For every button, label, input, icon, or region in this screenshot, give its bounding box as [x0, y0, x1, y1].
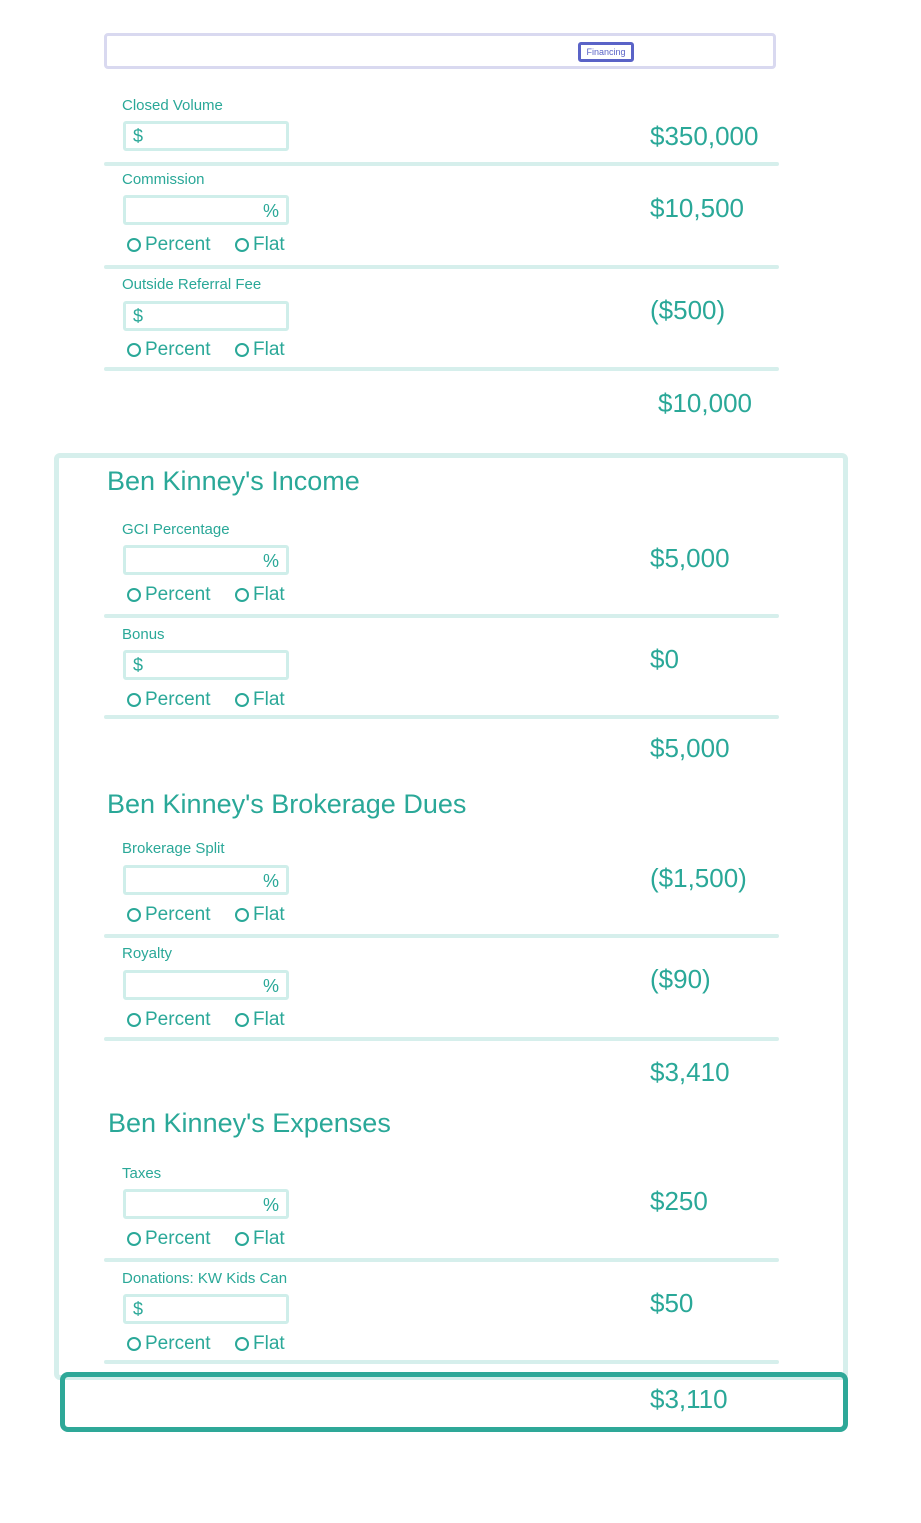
referral-amount: ($500) [650, 295, 726, 325]
split-percent-radio[interactable] [127, 904, 210, 926]
radio-label: Flat [253, 584, 285, 605]
divider [104, 934, 779, 938]
radio-circle-icon [235, 238, 249, 252]
radio-label: Flat [253, 689, 285, 710]
radio-circle-icon [127, 343, 141, 357]
divider [104, 1258, 779, 1262]
taxes-flat-radio[interactable] [235, 1228, 285, 1250]
commission-label: Commission [122, 171, 205, 188]
radio-circle-icon [235, 908, 249, 922]
gci-amount: $5,000 [650, 543, 730, 573]
royalty-percent-radio[interactable] [127, 1009, 210, 1031]
donations-input[interactable] [123, 1294, 289, 1324]
radio-circle-icon [127, 693, 141, 707]
commission-input[interactable] [123, 195, 289, 225]
radio-circle-icon [235, 1013, 249, 1027]
top-header-bar [104, 33, 776, 69]
radio-circle-icon [235, 1337, 249, 1351]
radio-circle-icon [235, 343, 249, 357]
dollar-prefix: $ [133, 1299, 144, 1319]
radio-label: Flat [253, 904, 285, 925]
closed-volume-input[interactable] [123, 121, 289, 151]
radio-label: Flat [253, 234, 285, 255]
net-total-box [60, 1372, 848, 1432]
income-heading: Ben Kinney's Income [107, 466, 360, 496]
referral-label: Outside Referral Fee [122, 276, 262, 293]
radio-circle-icon [127, 908, 141, 922]
radio-label: Flat [253, 1228, 285, 1249]
radio-label: Percent [145, 339, 211, 360]
radio-circle-icon [127, 1232, 141, 1246]
brokerage-dues-heading: Ben Kinney's Brokerage Dues [107, 789, 467, 819]
taxes-percent-radio[interactable] [127, 1228, 210, 1250]
commission-flat-radio[interactable] [235, 234, 285, 256]
taxes-amount: $250 [650, 1186, 708, 1216]
taxes-input[interactable] [123, 1189, 289, 1219]
donations-label: Donations: KW Kids Can [122, 1270, 288, 1287]
royalty-label: Royalty [122, 945, 173, 962]
radio-label: Percent [145, 234, 211, 255]
radio-label: Percent [145, 689, 211, 710]
royalty-flat-radio[interactable] [235, 1009, 285, 1031]
radio-label: Flat [253, 1333, 285, 1354]
dollar-prefix: $ [133, 126, 144, 146]
gci-label: GCI Percentage [122, 521, 230, 538]
percent-suffix: % [262, 551, 279, 571]
divider [104, 1360, 779, 1364]
subtotal-gross: $10,000 [658, 388, 752, 418]
gci-percent-radio[interactable] [127, 584, 210, 606]
percent-suffix: % [262, 1195, 279, 1215]
percent-suffix: % [262, 871, 279, 891]
closed-volume-amount: $350,000 [650, 121, 759, 151]
dollar-prefix: $ [133, 655, 144, 675]
bonus-label: Bonus [122, 626, 165, 643]
brokerage-split-amount: ($1,500) [650, 863, 747, 893]
expenses-heading: Ben Kinney's Expenses [108, 1108, 391, 1138]
commission-percent-radio[interactable] [127, 234, 210, 256]
radio-circle-icon [235, 1232, 249, 1246]
radio-label: Flat [253, 339, 285, 360]
divider [104, 367, 779, 371]
radio-label: Flat [253, 1009, 285, 1030]
royalty-input[interactable] [123, 970, 289, 1000]
radio-label: Percent [145, 1333, 211, 1354]
radio-label: Percent [145, 904, 211, 925]
radio-circle-icon [127, 1013, 141, 1027]
referral-input[interactable] [123, 301, 289, 331]
referral-percent-radio[interactable] [127, 339, 210, 361]
bonus-percent-radio[interactable] [127, 689, 210, 711]
radio-circle-icon [127, 588, 141, 602]
donations-percent-radio[interactable] [127, 1333, 210, 1355]
radio-circle-icon [127, 238, 141, 252]
radio-circle-icon [127, 1337, 141, 1351]
divider [104, 162, 779, 166]
divider [104, 1037, 779, 1041]
income-subtotal: $5,000 [650, 733, 730, 763]
donations-flat-radio[interactable] [235, 1333, 285, 1355]
net-total-amount: $3,110 [650, 1384, 728, 1414]
radio-label: Percent [145, 584, 211, 605]
divider [104, 715, 779, 719]
divider [104, 614, 779, 618]
bonus-flat-radio[interactable] [235, 689, 285, 711]
dollar-prefix: $ [133, 306, 144, 326]
commission-amount: $10,500 [650, 193, 744, 223]
radio-circle-icon [235, 693, 249, 707]
royalty-amount: ($90) [650, 964, 711, 994]
referral-flat-radio[interactable] [235, 339, 285, 361]
percent-suffix: % [262, 201, 279, 221]
bonus-amount: $0 [650, 644, 679, 674]
dues-subtotal: $3,410 [650, 1057, 730, 1087]
closed-volume-label: Closed Volume [122, 97, 223, 114]
brokerage-split-label: Brokerage Split [122, 840, 225, 857]
taxes-label: Taxes [122, 1165, 162, 1182]
radio-circle-icon [235, 588, 249, 602]
brokerage-split-input[interactable] [123, 865, 289, 895]
divider [104, 265, 779, 269]
bonus-input[interactable] [123, 650, 289, 680]
radio-label: Percent [145, 1009, 211, 1030]
radio-label: Percent [145, 1228, 211, 1249]
percent-suffix: % [262, 976, 279, 996]
donations-amount: $50 [650, 1288, 694, 1318]
financing-tag[interactable]: Financing [578, 42, 634, 62]
gci-input[interactable] [123, 545, 289, 575]
gci-flat-radio[interactable] [235, 584, 285, 606]
split-flat-radio[interactable] [235, 904, 285, 926]
